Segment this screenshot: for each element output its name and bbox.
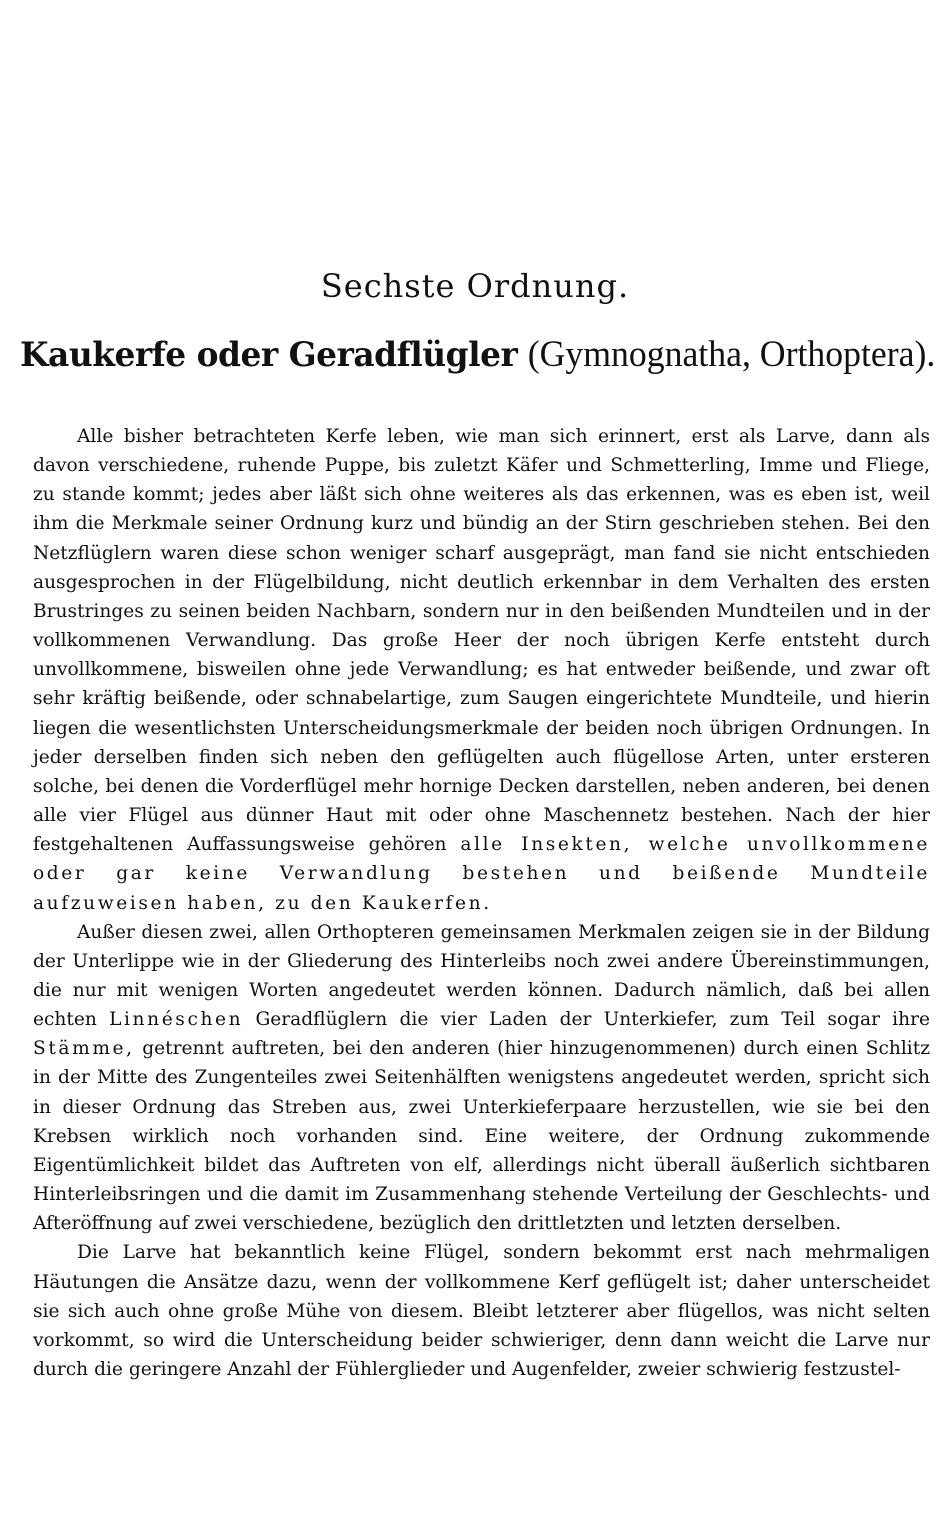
text-run: Alle bisher betrachteten Kerfe leben, wie man sich erinnert, erst als Larve, dann als davon verschiedene, ruhende Puppe, bis zuletzt Käfer und Schmetterling, Imme und Fliege, zu stande kommt; jedes aber läßt sich ohne weiteres als das erkennen, was es eben ist, weil ihm die Merkmale seiner Ordnung kurz und bündig an der Stirn geschrieben stehen. Bei den Netzflüglern waren diese schon weniger scharf ausgeprägt, man fand sie nicht entschieden ausgesprochen in der Flügelbildung, nicht deutlich erkennbar in dem Verhalten des ersten Brustringes zu seinen beiden Nachbarn, sondern nur in den beißenden Mundteilen und in der vollkommenen Verwandlung. Das große Heer der noch übrigen Kerfe entsteht durch unvollkommene, bisweilen ohne jede Verwandlung; es hat entweder beißende, und zwar oft sehr kräftig beißende, oder schnabelartige, zum Saugen eingerichtete Mundteile, und hierin liegen die wesentlichsten Unterscheidungsmerkmale der beiden noch übrigen Ordnungen. In jeder derselben finden sich neben den geflügelten auch flügellose Arten, unter ersteren solche, bei denen die Vorderflügel mehr hornige Decken darstellen, neben anderen, bei denen alle vier Flügel aus dünner Haut mit oder ohne Maschennetz bestehen. Nach der hier festgehaltenen Auffassungsweise gehören [33, 426, 930, 856]
text-run: Außer diesen zwei, allen Orthopteren gemeinsamen Merkmalen zeigen sie in der Bildung der Unterlippe wie in der Gliederung des Hinterleibs noch zwei andere Übereinstimmungen, die nur mit wenigen Worten angedeutet werden können. Dadurch nämlich, daß bei allen echten [33, 921, 930, 1031]
emphasized-text: Linnéschen [109, 1009, 244, 1031]
title-german: Kaukerfe oder Geradflügler [20, 335, 518, 375]
emphasized-text: alle Insekten, welche unvollkommene oder gar keine Verwandlung bestehen und beißende Mundteile aufzuweisen haben, zu den Kaukerfen. [33, 834, 930, 914]
section-title [20, 334, 936, 376]
text-run: Geradflüglern die vier Laden der Unterkiefer, zum Teil sogar ihre [243, 1009, 930, 1031]
title-latin: (Gymnognatha, Orthoptera). [527, 334, 936, 375]
paragraph [33, 422, 930, 918]
paragraph [33, 1238, 930, 1384]
paragraph [33, 918, 930, 1239]
body-text [33, 422, 930, 1384]
text-run: Die Larve hat bekanntlich keine Flügel, sondern bekommt erst nach mehrmaligen Häutungen die Ansätze dazu, wenn der vollkommene Kerf geflügelt ist; daher unterscheidet sie sich auch ohne große Mühe von diesem. Bleibt letzterer aber flügellos, was nicht selten vorkommt, so wird die Unterscheidung beider schwieriger, denn dann weicht die Larve nur durch die geringere Anzahl der Fühlerglieder und Augenfelder, zweier schwierig festzustel- [33, 1242, 930, 1380]
text-run: getrennt auftreten, bei den anderen (hier hinzugenommenen) durch einen Schlitz in der Mitte des Zungenteiles zwei Seitenhälften wenigstens angedeutet werden, spricht sich in dieser Ordnung das Streben aus, zwei Unterkieferpaare herzustellen, wie sie bei den Krebsen wirklich noch vorhanden sind. Eine weitere, der Ordnung zukommende Eigentümlichkeit bildet das Auftreten von elf, allerdings nicht überall äußerlich sichtbaren Hinterleibsringen und die damit im Zusammenhang stehende Verteilung der Geschlechts- und Afteröffnung auf zwei verschiedene, bezüglich den drittletzten und letzten derselben. [33, 1038, 930, 1235]
emphasized-text: Stämme, [33, 1038, 135, 1060]
chapter-heading: Sechste Ordnung. [320, 267, 630, 305]
